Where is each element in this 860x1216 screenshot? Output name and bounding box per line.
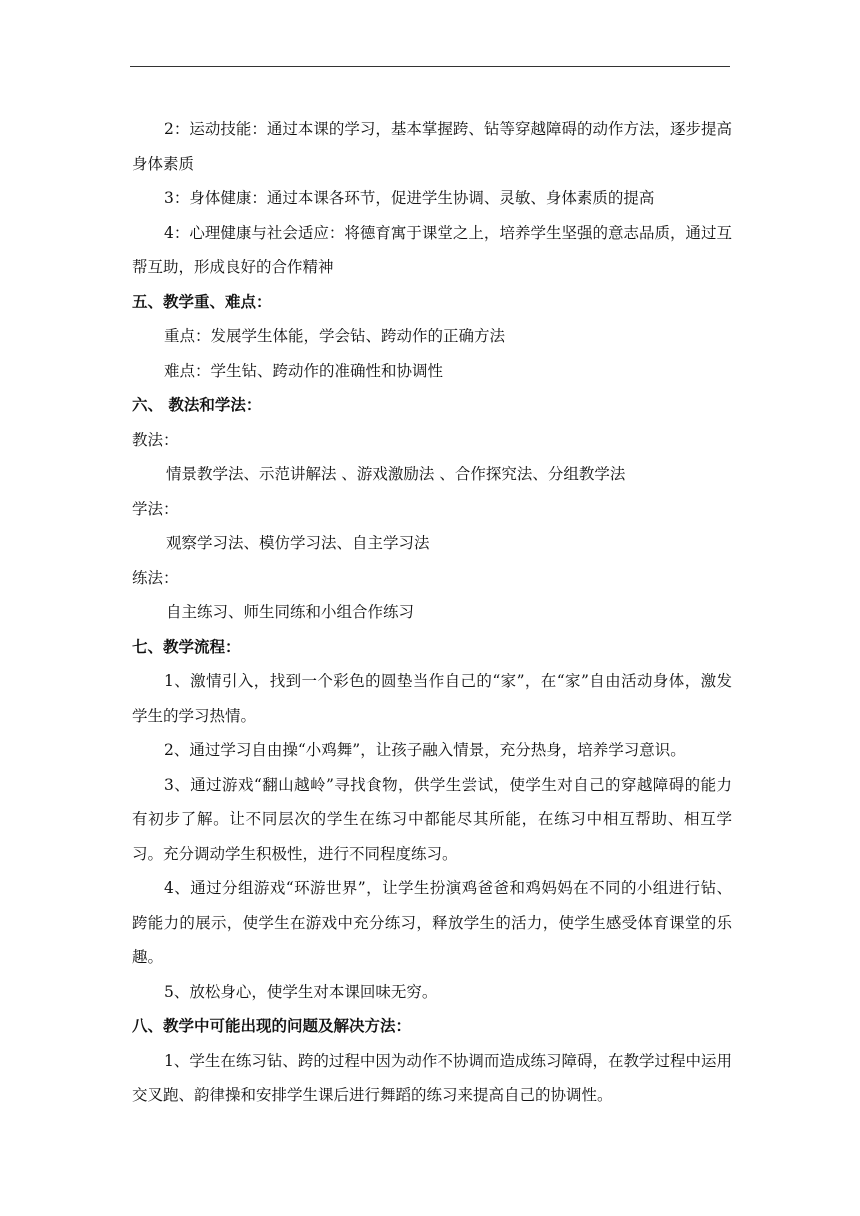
teaching-methods: 情景教学法、示范讲解法 、游戏激励法 、合作探究法、分组教学法 bbox=[166, 465, 626, 483]
section-7-heading: 七、教学流程： bbox=[132, 637, 241, 656]
objective-item-2: 2：运动技能：通过本课的学习，基本掌握跨、钻等穿越障碍的动作方法，逐步提高身体素质 bbox=[132, 120, 732, 173]
key-point: 重点：发展学生体能，学会钻、跨动作的正确方法 bbox=[164, 327, 506, 345]
problem-item-1: 1、学生在练习钻、跨的过程中因为动作不协调而造成练习障碍，在教学过程中运用交叉跑、韵律操和安排学生课后进行舞蹈的练习来提高自己的协调性。 bbox=[132, 1051, 732, 1104]
section-8-heading: 八、教学中可能出现的问题及解决方法： bbox=[132, 1017, 412, 1035]
section-6-heading: 六、 教法和学法： bbox=[132, 396, 262, 414]
objective-item-3: 3：身体健康：通过本课各环节，促进学生协调、灵敏、身体素质的提高 bbox=[164, 189, 655, 207]
learning-methods-label: 学法： bbox=[132, 499, 179, 518]
flow-step-3: 3、通过游戏“翻山越岭”寻找食物，供学生尝试，使学生对自己的穿越障碍的能力有初步了解。让不同层次的学生在练习中都能尽其所能，在练习中相互帮助、相互学习。充分调动学生积极性，进行不同程度练习。 bbox=[132, 775, 732, 863]
document-body bbox=[132, 112, 732, 1113]
practice-methods: 自主练习、师生同练和小组合作练习 bbox=[166, 603, 415, 621]
teaching-methods-label: 教法： bbox=[132, 430, 179, 449]
practice-methods-label: 练法： bbox=[132, 568, 179, 587]
header-rule bbox=[130, 66, 730, 67]
learning-methods: 观察学习法、模仿学习法、自主学习法 bbox=[166, 534, 430, 552]
flow-step-5: 5、放松身心，使学生对本课回味无穷。 bbox=[164, 982, 438, 1001]
flow-step-4: 4、通过分组游戏“环游世界”，让学生扮演鸡爸爸和鸡妈妈在不同的小组进行钻、跨能力的展示，使学生在游戏中充分练习，释放学生的活力，使学生感受体育课堂的乐趣。 bbox=[132, 879, 732, 966]
objective-item-4: 4：心理健康与社会适应：将德育寓于课堂之上，培养学生坚强的意志品质，通过互帮互助，形成良好的合作精神 bbox=[132, 223, 732, 276]
flow-step-2: 2、通过学习自由操“小鸡舞”，让孩子融入情景，充分热身，培养学习意识。 bbox=[164, 741, 686, 759]
difficulty-point: 难点：学生钻、跨动作的准确性和协调性 bbox=[164, 361, 444, 380]
section-5-heading: 五、教学重、难点： bbox=[132, 292, 272, 311]
flow-step-1: 1、激情引入，找到一个彩色的圆垫当作自己的“家”，在“家”自由活动身体，激发学生的学习热情。 bbox=[132, 672, 732, 725]
